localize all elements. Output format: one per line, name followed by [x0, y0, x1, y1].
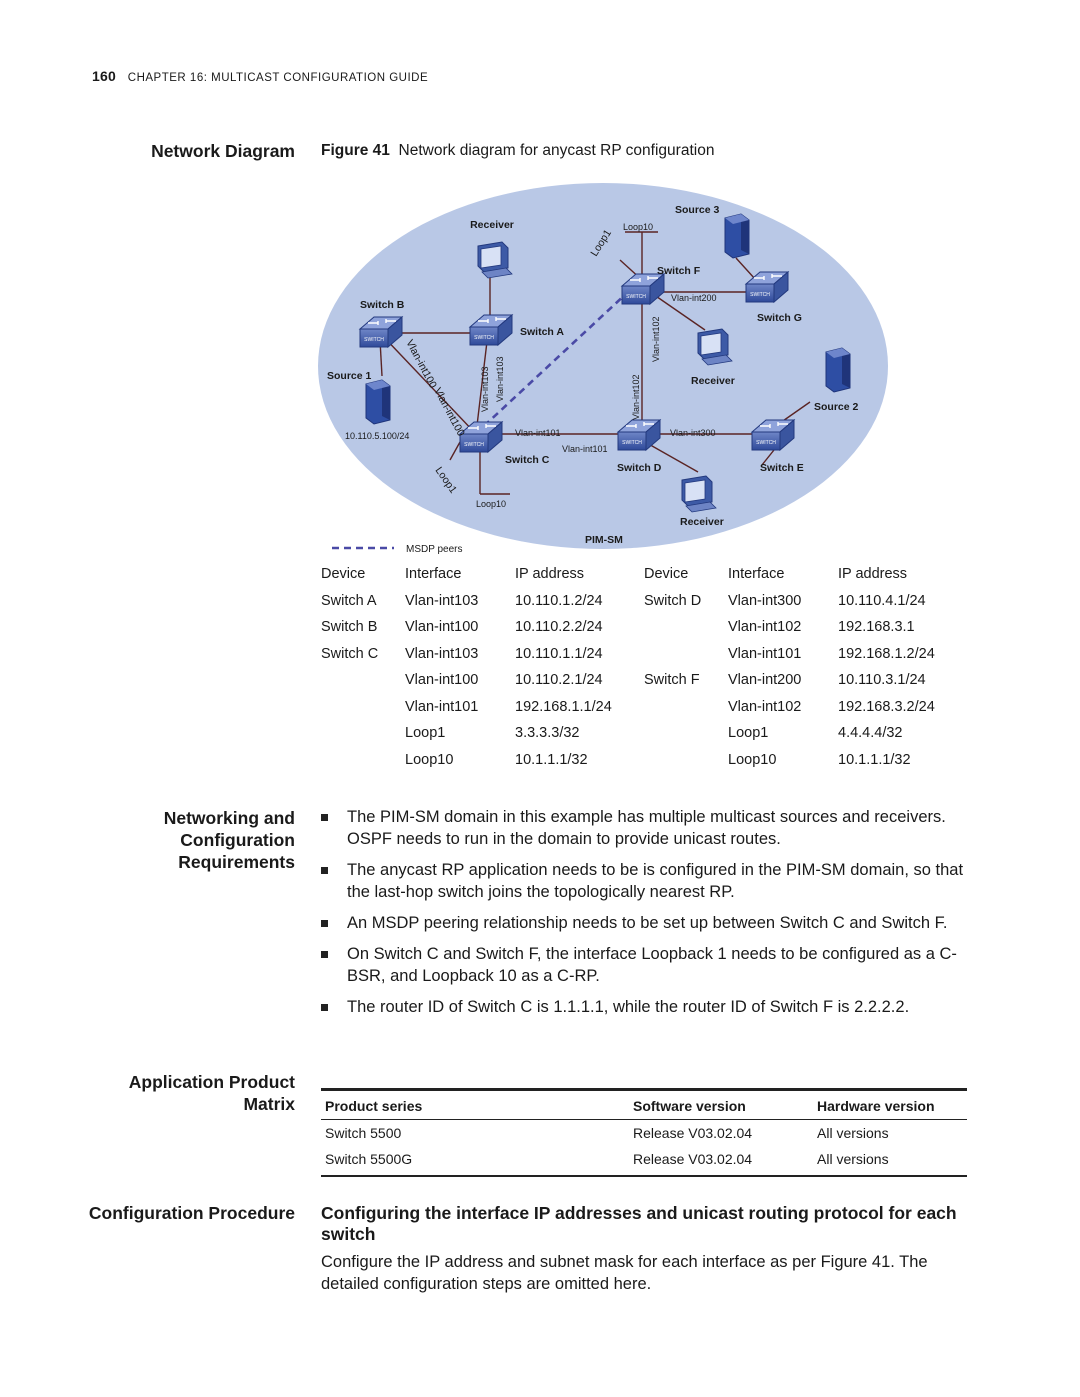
- table-header: Product series: [321, 1090, 629, 1120]
- requirements-list: [321, 806, 971, 1027]
- source2-label: Source 2: [814, 401, 859, 413]
- ip-address-table: [321, 561, 968, 773]
- figure-caption-text: Network diagram for anycast RP configuration: [398, 142, 715, 159]
- switch-d-label: Switch D: [617, 462, 662, 474]
- list-item: The PIM-SM domain in this example has multiple multicast sources and receivers. OSPF needs to run in the domain to provide unicast routes.: [321, 806, 971, 850]
- switch-a-label: Switch A: [520, 326, 564, 338]
- table-cell: All versions: [817, 1125, 889, 1141]
- table-cell: Vlan-int101: [405, 698, 479, 715]
- table-row: [321, 747, 968, 774]
- table-cell: [644, 614, 728, 641]
- table-cell: Switch 5500: [325, 1125, 402, 1141]
- source2-server-icon[interactable]: [826, 348, 850, 392]
- bullet-marker: [321, 920, 328, 927]
- table-cell: Release V03.02.04: [629, 1146, 813, 1176]
- vlan100-lower-label: Vlan-int100: [431, 385, 467, 439]
- table-cell: Vlan-int102: [728, 619, 802, 636]
- table-cell: 192.168.1.1/24: [515, 698, 612, 715]
- source1-server-icon[interactable]: [366, 380, 390, 424]
- list-item: The anycast RP application needs to be is configured in the PIM-SM domain, so that the last-hop switch joins the topologically nearest RP.: [321, 859, 971, 903]
- vlan300-label: Vlan-int300: [670, 428, 716, 438]
- vlan103-left-label: Vlan-int103: [480, 366, 490, 412]
- table-cell: [644, 720, 728, 747]
- table-cell: Switch B: [321, 619, 378, 636]
- table-row: [321, 667, 968, 694]
- source1-label: Source 1: [327, 370, 372, 382]
- table-header: Interface: [728, 566, 785, 583]
- pim-sm-label: PIM-SM: [585, 534, 623, 546]
- vlan102-d-label: Vlan-int102: [631, 374, 641, 420]
- table-cell: Vlan-int102: [728, 698, 802, 715]
- table-cell: [644, 641, 728, 668]
- procedure-heading: Configuring the interface IP addresses and unicast routing protocol for each switch: [321, 1203, 957, 1244]
- source3-server-icon[interactable]: [725, 214, 749, 258]
- receiver-mid-label: Receiver: [691, 375, 735, 387]
- vlan103-right-label: Vlan-int103: [495, 356, 505, 402]
- table-cell: [321, 747, 405, 774]
- table-cell: Loop10: [728, 751, 777, 768]
- table-cell: All versions: [813, 1146, 967, 1176]
- vlan102-f-label: Vlan-int102: [651, 316, 661, 362]
- receiver-mid-icon[interactable]: [698, 329, 732, 365]
- table-header: Hardware version: [813, 1090, 967, 1120]
- vlan101-c-label: Vlan-int101: [515, 428, 561, 438]
- switch-g-label: Switch G: [757, 312, 802, 324]
- bullet-marker: [321, 951, 328, 958]
- table-cell: 10.110.2.1/24: [515, 672, 603, 689]
- table-cell: Loop1: [728, 725, 769, 742]
- table-cell: [321, 720, 405, 747]
- list-item: An MSDP peering relationship needs to be set up between Switch C and Switch F.: [321, 912, 971, 934]
- table-cell: 192.168.3.2/24: [838, 698, 935, 715]
- receiver-bottom-label: Receiver: [680, 516, 724, 528]
- table-header: Software version: [629, 1090, 813, 1120]
- bullet-marker: [321, 867, 328, 874]
- list-item: On Switch C and Switch F, the interface Loopback 1 needs to be configured as a C-BSR, and Loopback 10 as a C-RP.: [321, 943, 971, 987]
- table-row: [321, 614, 968, 641]
- source3-label: Source 3: [675, 204, 720, 216]
- table-cell: Vlan-int103: [405, 645, 479, 662]
- running-header: [92, 68, 428, 84]
- switch-c-loop10-label: Loop10: [476, 499, 507, 509]
- table-cell: Switch C: [321, 645, 379, 662]
- table-cell: 3.3.3.3/32: [515, 725, 580, 742]
- heading-networking-requirements: Networking and Configuration Requirements: [163, 808, 295, 872]
- table-row: [321, 694, 968, 721]
- receiver-top-icon[interactable]: [478, 242, 512, 278]
- switch-f-loop1-label: Loop1: [588, 227, 615, 259]
- table-cell: Vlan-int300: [728, 592, 802, 609]
- list-item: The router ID of Switch C is 1.1.1.1, while the router ID of Switch F is 2.2.2.2.: [321, 996, 971, 1018]
- page-number: 160: [92, 68, 116, 84]
- bullet-marker: [321, 814, 328, 821]
- table-cell: 192.168.3.1: [838, 619, 915, 636]
- table-cell: 192.168.1.2/24: [838, 645, 935, 662]
- heading-application-matrix: Application Product Matrix: [128, 1072, 295, 1114]
- switch-f-label: Switch F: [657, 265, 701, 277]
- table-cell: Switch A: [321, 592, 377, 609]
- table-cell: 10.110.1.2/24: [515, 592, 603, 609]
- table-row: [321, 1146, 967, 1176]
- table-row: [321, 588, 968, 615]
- table-cell: [644, 747, 728, 774]
- table-cell: Loop1: [405, 725, 446, 742]
- table-header: Device: [321, 566, 366, 583]
- table-row: [321, 641, 968, 668]
- table-header: IP address: [515, 566, 585, 583]
- table-cell: Vlan-int200: [728, 672, 802, 689]
- table-cell: Switch D: [644, 592, 702, 609]
- heading-configuration-procedure: Configuration Procedure: [88, 1203, 295, 1223]
- table-cell: 10.1.1.1/32: [838, 751, 911, 768]
- table-cell: Vlan-int101: [728, 645, 802, 662]
- vlan100-upper-label: Vlan-int100: [403, 337, 439, 391]
- table-cell: [644, 694, 728, 721]
- table-header-row: [321, 1090, 967, 1120]
- vlan101-d-label: Vlan-int101: [562, 444, 608, 454]
- table-cell: [321, 667, 405, 694]
- receiver-top-label: Receiver: [470, 219, 514, 231]
- procedure-text: Configure the IP address and subnet mask for each interface as per Figure 41. The detailed configuration steps are omitted here.: [321, 1253, 928, 1293]
- table-cell: [321, 694, 405, 721]
- figure-caption: [321, 142, 714, 160]
- table-cell: Loop10: [405, 751, 454, 768]
- table-header-row: [321, 561, 968, 588]
- switch-c-label: Switch C: [505, 454, 550, 466]
- receiver-bottom-icon[interactable]: [682, 476, 716, 512]
- table-header: IP address: [838, 566, 908, 583]
- legend-msdp-label: MSDP peers: [406, 544, 463, 555]
- table-cell: 10.1.1.1/32: [515, 751, 588, 768]
- bullet-marker: [321, 1004, 328, 1011]
- table-header: Interface: [405, 566, 462, 583]
- table-cell: Switch 5500G: [321, 1146, 629, 1176]
- switch-e-label: Switch E: [760, 462, 804, 474]
- chapter-title: CHAPTER 16: MULTICAST CONFIGURATION GUIDE: [127, 72, 429, 84]
- switch-c-loop1-label: Loop1: [432, 464, 460, 496]
- figure-label: Figure 41: [321, 142, 390, 159]
- table-cell: 4.4.4.4/32: [838, 725, 903, 742]
- table-row: [321, 720, 968, 747]
- heading-network-diagram: Network Diagram: [151, 141, 295, 161]
- table-header: Device: [644, 566, 689, 583]
- switch-b-label: Switch B: [360, 299, 405, 311]
- table-cell: Vlan-int100: [405, 619, 479, 636]
- product-matrix-table: [321, 1088, 967, 1177]
- table-cell: Vlan-int103: [405, 592, 479, 609]
- network-diagram: SWITCH Receiver Source 3 Switch F Switch B Switch A Switch G Source 1 Receiver Source 2 Switch C Switch D Switch E Receiver PIM-SM 10.110.5.100/24 Loop10 Loop10 Vlan-int200 Vlan-int101 Vlan-int101 Vlan-int300 Vlan-int102 Vlan-int102 Vlan-int103 Vlan-int103 Vlan-int100 Vlan-int100 Loop1 Loop1 MSDP peers: [320, 180, 900, 558]
- vlan200-label: Vlan-int200: [671, 293, 717, 303]
- table-cell: 10.110.3.1/24: [838, 672, 926, 689]
- switch-f-loop10-label: Loop10: [623, 222, 654, 232]
- table-cell: 10.110.4.1/24: [838, 592, 926, 609]
- table-cell: Vlan-int100: [405, 672, 479, 689]
- table-cell: 10.110.1.1/24: [515, 645, 603, 662]
- source1-ip-label: 10.110.5.100/24: [345, 431, 410, 441]
- table-row: [321, 1120, 967, 1147]
- table-cell: Switch F: [644, 672, 700, 689]
- table-cell: Release V03.02.04: [633, 1125, 753, 1141]
- table-cell: 10.110.2.2/24: [515, 619, 603, 636]
